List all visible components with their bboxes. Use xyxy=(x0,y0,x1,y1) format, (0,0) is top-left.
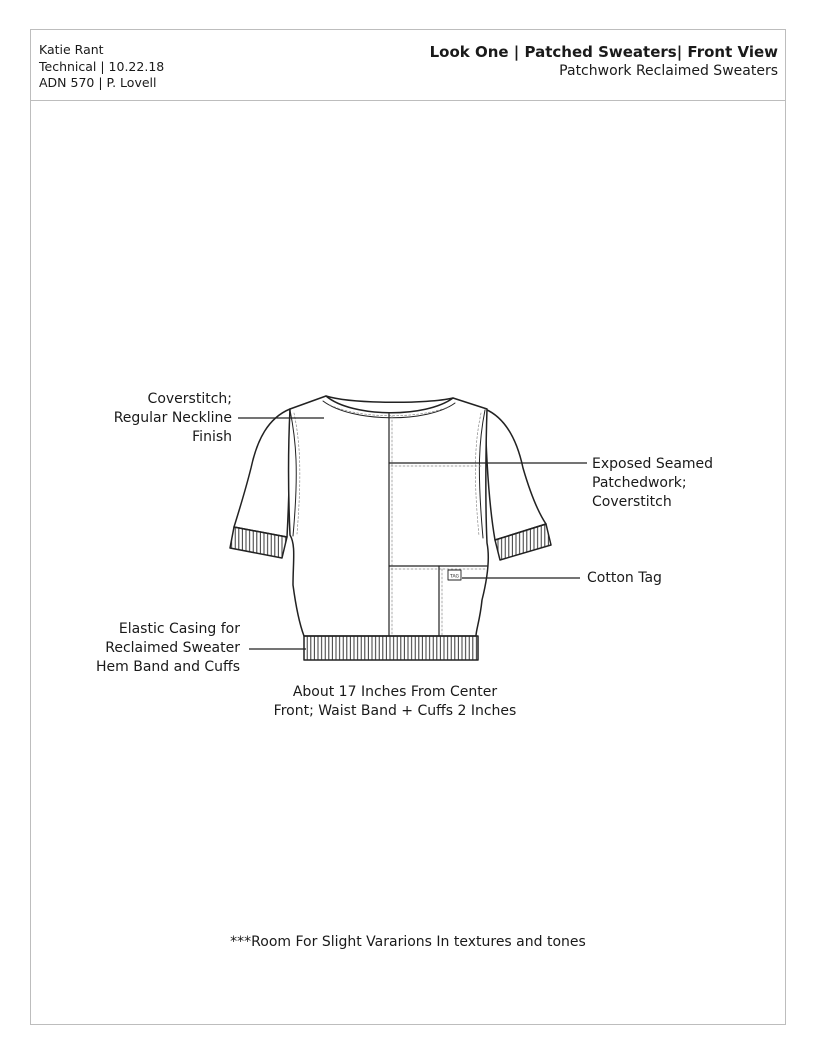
course-instructor: ADN 570 | P. Lovell xyxy=(39,75,157,90)
hem-band xyxy=(304,636,478,660)
exposed-seams-callout: Exposed Seamed Patchedwork; Coverstitch xyxy=(592,456,714,510)
cotton-tag-callout: Cotton Tag xyxy=(587,570,662,586)
right-sleeve xyxy=(485,409,546,540)
class-date: Technical | 10.22.18 xyxy=(39,58,165,74)
measurement-note: About 17 Inches From Center Front; Waist Band + Cuffs 2 Inches xyxy=(273,684,517,719)
sweater-body xyxy=(289,396,489,636)
page-subtitle: Patchwork Reclaimed Sweaters xyxy=(559,63,778,79)
left-sleeve xyxy=(234,409,290,537)
author-name: Katie Rant xyxy=(39,42,104,57)
footer-note: ***Room For Slight Vararions In textures and tones xyxy=(230,934,586,950)
tag-text: TAG xyxy=(450,574,459,580)
page-title: Look One | Patched Sweaters| Front View xyxy=(429,43,778,61)
neckline-callout: Coverstitch; Regular Neckline Finish xyxy=(113,391,232,445)
elastic-casing-callout: Elastic Casing for Reclaimed Sweater Hem Band and Cuffs xyxy=(96,621,240,675)
